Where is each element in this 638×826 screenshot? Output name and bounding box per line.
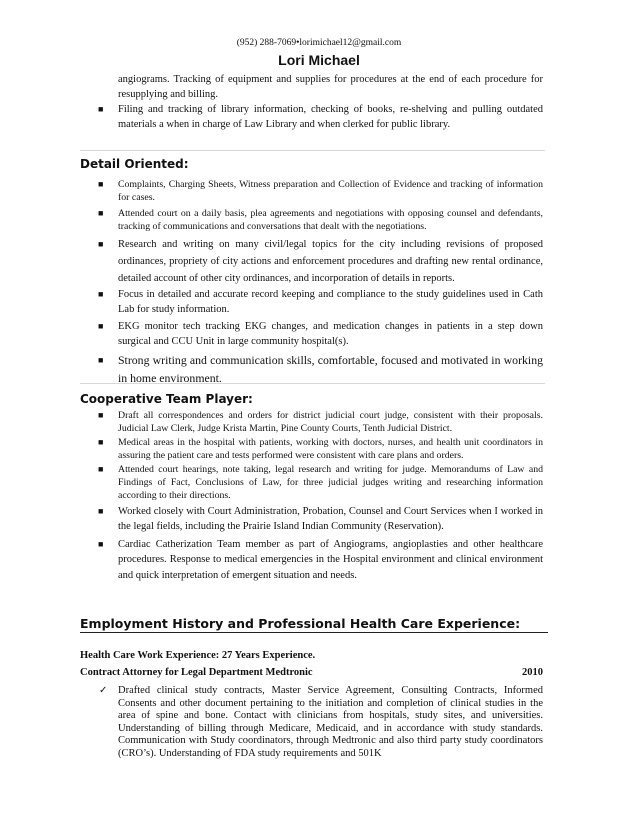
check-icon: ✓	[99, 685, 108, 696]
list-item: ■ Medical areas in the hospital with patients, working with doctors, nurses, and health unit coordinators in assuring the patient care and tests performed were consistent with care plans and orders.	[98, 436, 543, 462]
section-title-detail-oriented: Detail Oriented:	[80, 157, 189, 171]
square-bullet-icon: ■	[98, 410, 104, 420]
job-year: 2010	[522, 667, 543, 678]
square-bullet-icon: ■	[98, 354, 104, 365]
section-underline	[80, 632, 548, 633]
list-item: ✓ Drafted clinical study contracts, Master Service Agreement, Consulting Contracts, Informed Consents and other document pertaining to the initiation and completion of clinical studies in the area of spine and bone. Contact with clinicians from hospitals, study sites, and universities. Understanding of billing through Medicare, Medicaid, and in accordance with study standards. Communication with Study coordinators, through Medtronic and also third party study coordinators (CRO’s). Understanding of FDA study requirements and 501K	[99, 685, 543, 759]
square-bullet-icon: ■	[98, 104, 104, 114]
square-bullet-icon: ■	[98, 538, 104, 549]
square-bullet-icon: ■	[98, 436, 104, 447]
square-bullet-icon: ■	[98, 320, 104, 331]
list-item: ■ Cardiac Catherization Team member as part of Angiograms, angioplasties and other healthcare procedures. Response to medical emergencies in the Hospital environment and clinical environment and quick interpretation of emergent situation and needs.	[98, 538, 543, 581]
continued-paragraph: angiograms. Tracking of equipment and supplies for procedures at the end of each procedure for resupplying and billing.	[118, 74, 543, 100]
list-item: ■ Research and writing on many civil/legal topics for the city including revisions of proposed ordinances, propriety of city actions and enforcement procedures and drafting new rental ordinance, detailed account of other city ordinances, and incorporation of details in reports.	[118, 236, 543, 287]
section-divider	[80, 383, 545, 384]
list-item: ■ Filing and tracking of library information, checking of books, re-shelving and pulling outdated materials a when in charge of Law Library and when clerked for public library.	[98, 104, 543, 130]
square-bullet-icon: ■	[98, 288, 104, 299]
list-item: ■ Worked closely with Court Administration, Probation, Counsel and Court Services when I worked in the legal fields, including the Prairie Island Indian Community (Reservation).	[98, 505, 543, 533]
experience-summary: Health Care Work Experience: 27 Years Experience.	[80, 650, 316, 661]
square-bullet-icon: ■	[98, 505, 104, 516]
square-bullet-icon: ■	[98, 207, 104, 218]
section-divider	[80, 150, 545, 151]
list-item: ■ Attended court on a daily basis, plea agreements and negotiations with opposing counsel and defendants, tracking of communications and conversations that dealt with the negotiations.	[98, 207, 543, 233]
candidate-name: Lori Michael	[278, 52, 360, 68]
detail-oriented-list	[98, 178, 543, 387]
section-title-employment: Employment History and Professional Health Care Experience:	[80, 616, 521, 631]
continued-bullet-list	[98, 102, 543, 132]
job-title: Contract Attorney for Legal Department Medtronic	[80, 667, 313, 678]
list-item: ■ Focus in detailed and accurate record keeping and compliance to the study guidelines used in Cath Lab for study information.	[98, 288, 543, 315]
square-bullet-icon: ■	[98, 179, 104, 189]
list-item: ■ Strong writing and communication skills, comfortable, focused and motivated in working in home environment.	[98, 352, 543, 385]
section-title-cooperative: Cooperative Team Player:	[80, 392, 253, 406]
square-bullet-icon: ■	[98, 238, 104, 249]
list-item: ■ Attended court hearings, note taking, legal research and writing for judge. Memorandums of Law and Findings of Fact, Conclusions of Law, for three judicial judges writing and researching information according to their directions.	[98, 463, 543, 502]
list-item: ■ Draft all correspondences and orders for district judicial court judge, consistent with their proposals. Judicial Law Clerk, Judge Krista Martin, Pine County Courts, Tenth Judicial District.	[98, 410, 543, 435]
square-bullet-icon: ■	[98, 463, 104, 474]
contact-line: (952) 288-7069•lorimichael12@gmail.com	[236, 38, 402, 48]
list-item: ■ Complaints, Charging Sheets, Witness preparation and Collection of Evidence and tracking of information for cases.	[98, 179, 543, 204]
cooperative-list	[98, 409, 543, 583]
employment-list	[99, 685, 543, 761]
list-item: ■ EKG monitor tech tracking EKG changes, and medication changes in patients in a step down surgical and CCU Unit in large community hospital(s).	[98, 320, 543, 347]
